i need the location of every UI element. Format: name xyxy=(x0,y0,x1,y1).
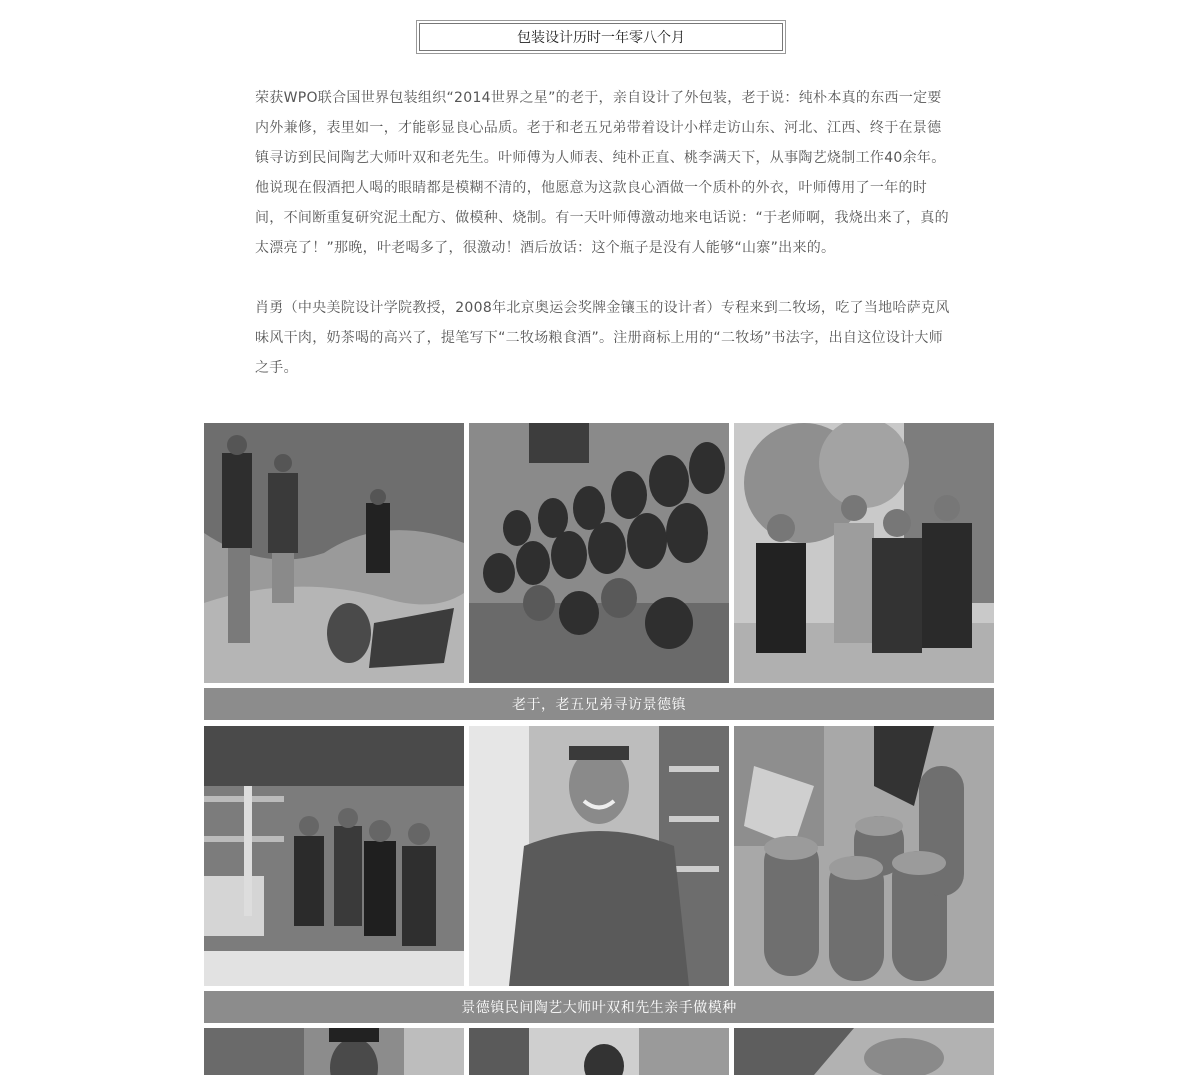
photo-workshop-detail xyxy=(734,1028,994,1075)
story-paragraph-2: 肖勇（中央美院设计学院教授，2008年北京奥运会奖牌金镶玉的设计者）专程来到二牧场，吃了当地哈萨克风味风干肉，奶茶喝的高兴了，提笔写下“二牧场粮食酒”。注册商标上用的“二牧场”书法字，出自这位设计大师之手。 xyxy=(255,300,950,376)
photo-studio-portrait xyxy=(469,1028,729,1075)
photo-clay-molds xyxy=(734,726,994,986)
section-title: 包装设计历时一年零八个月 xyxy=(419,23,783,51)
photo-hillside-visit xyxy=(204,423,464,683)
photo-young-man xyxy=(204,1028,464,1075)
story-paragraph-1: 荣获WPO联合国世界包装组织“2014世界之星”的老于，亲自设计了外包装，老于说：纯朴本真的东西一定要内外兼修，表里如一，才能彰显良心品质。老于和老五兄弟带着设计小样走访山东、河北、江西、终于在景德镇寻访到民间陶艺大师叶双和老先生。叶师傅为人师表、纯朴正直、桃李满天下，从事陶艺烧制工作40余年。他说现在假酒把人喝的眼睛都是模糊不清的，他愿意为这款良心酒做一个质朴的外衣，叶师傅用了一年的时间，不间断重复研究泥土配方、做模种、烧制。有一天叶师傅激动地来电话说：“于老师啊，我烧出来了，真的太漂亮了！”那晚，叶老喝多了，很激动！酒后放话：这个瓶子是没有人能够“山寨”出来的。 xyxy=(255,90,949,256)
section-title-box xyxy=(416,20,786,54)
caption-row-1: 老于，老五兄弟寻访景德镇 xyxy=(204,688,994,720)
photo-master-smiling xyxy=(469,726,729,986)
photo-pottery-jars xyxy=(469,423,729,683)
caption-row-2: 景德镇民间陶艺大师叶双和先生亲手做模种 xyxy=(204,991,994,1023)
photo-group-portrait xyxy=(734,423,994,683)
photo-workshop-crowd xyxy=(204,726,464,986)
